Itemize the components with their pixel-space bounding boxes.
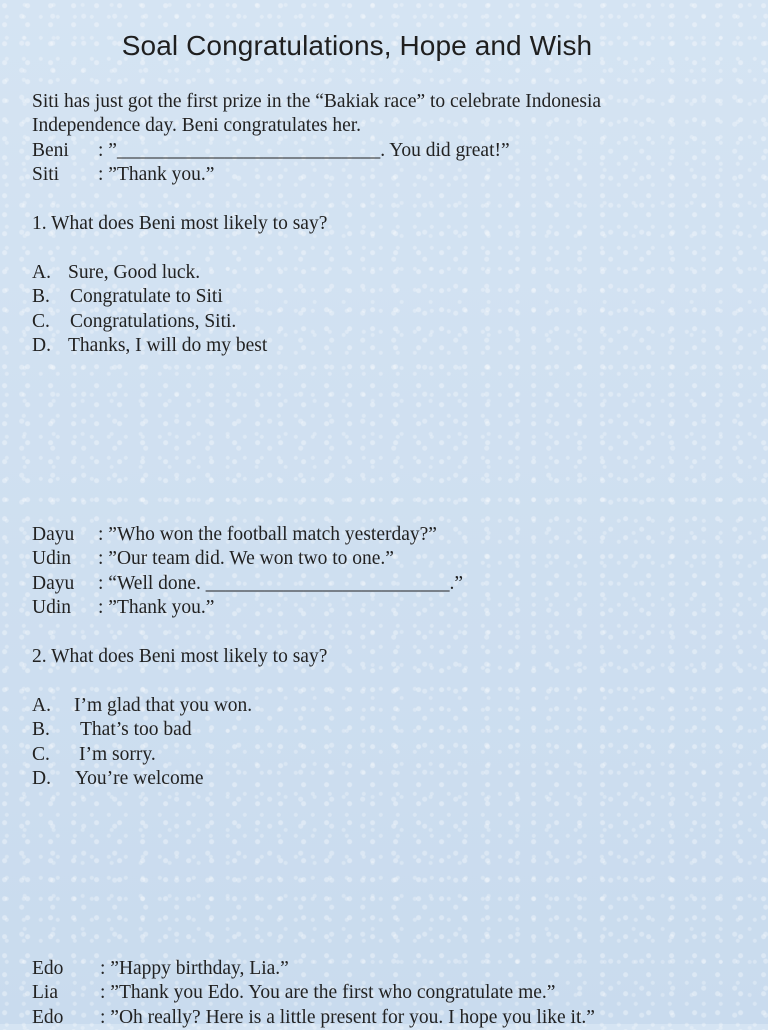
dialog-line xyxy=(32,981,748,1005)
answer-option-c xyxy=(32,310,748,334)
dialog-line xyxy=(32,139,748,163)
dialog-utterance: : ”Our team did. We won two to one.” xyxy=(98,548,394,570)
answer-option-b xyxy=(32,718,748,742)
option-letter: C. xyxy=(32,743,50,765)
answer-option-a xyxy=(32,261,748,285)
option-letter: A. xyxy=(32,694,51,716)
section-1 xyxy=(32,90,748,358)
option-text: That’s too bad xyxy=(80,719,192,741)
option-text: Sure, Good luck. xyxy=(68,261,201,283)
speaker-name: Edo xyxy=(32,958,64,979)
dialog-utterance: : ”Who won the football match yesterday?” xyxy=(98,524,437,545)
option-text: Congratulations, Siti. xyxy=(70,310,237,332)
option-letter: B. xyxy=(32,286,50,308)
speaker-name: Lia xyxy=(32,982,58,1004)
option-text: I’m sorry. xyxy=(79,743,156,765)
intro-text-line-1: Siti has just got the first prize in the “Bakiak race” to celebrate Indonesia xyxy=(32,91,602,112)
dialog-utterance: : ”Thank you.” xyxy=(98,164,215,186)
answer-option-a xyxy=(32,694,748,718)
dialog-utterance: : ”Oh really? Here is a little present for you. I hope you like it.” xyxy=(100,1006,595,1028)
option-letter: A. xyxy=(32,261,51,283)
dialog-line xyxy=(32,547,748,571)
option-letter: D. xyxy=(32,767,51,789)
question-2: 2. What does Beni most likely to say? xyxy=(32,645,328,667)
option-text: Congratulate to Siti xyxy=(70,286,223,308)
speaker-name: Edo xyxy=(32,1006,64,1028)
speaker-name: Udin xyxy=(32,548,71,570)
intro-text-line-2: Independence day. Beni congratulates her. xyxy=(32,115,362,137)
dialog-utterance: : ”Happy birthday, Lia.” xyxy=(100,958,289,979)
speaker-name: Siti xyxy=(32,164,60,186)
speaker-name: Udin xyxy=(32,597,71,619)
dialog-line xyxy=(32,1006,748,1030)
answer-option-d xyxy=(32,767,748,791)
option-text: You’re welcome xyxy=(75,767,204,789)
answer-option-b xyxy=(32,285,748,309)
dialog-utterance: : ”Thank you Edo. You are the first who congratulate me.” xyxy=(100,982,556,1004)
option-letter: D. xyxy=(32,334,51,356)
dialog-line xyxy=(32,957,748,981)
option-text: Thanks, I will do my best xyxy=(68,334,268,356)
dialog-line xyxy=(32,596,748,620)
option-letter: B. xyxy=(32,719,50,741)
answer-option-c xyxy=(32,743,748,767)
speaker-name: Dayu xyxy=(32,572,75,594)
speaker-name: Dayu xyxy=(32,524,75,545)
dialog-line xyxy=(32,572,748,596)
dialog-line xyxy=(32,163,748,187)
dialog-utterance: : ”Thank you.” xyxy=(98,597,215,619)
section-3 xyxy=(32,957,748,1030)
option-letter: C. xyxy=(32,310,50,332)
speaker-name: Beni xyxy=(32,139,69,161)
option-text: I’m glad that you won. xyxy=(74,694,253,716)
question-1: 1. What does Beni most likely to say? xyxy=(32,212,328,234)
answer-option-d xyxy=(32,334,748,358)
section-2 xyxy=(32,523,748,791)
dialog-utterance: : “Well done. _________________________.” xyxy=(98,572,464,594)
dialog-utterance: : ”___________________________. You did great!” xyxy=(98,139,510,161)
dialog-line xyxy=(32,523,748,547)
page-title: Soal Congratulations, Hope and Wish xyxy=(121,30,593,61)
